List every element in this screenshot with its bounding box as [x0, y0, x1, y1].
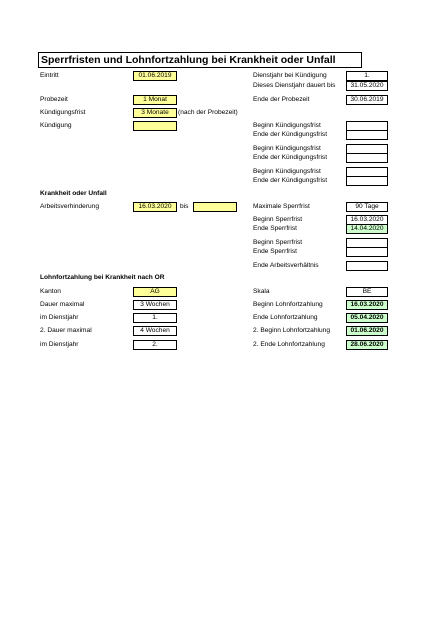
ende-arbeitsverhaeltnis-value	[346, 261, 388, 271]
ende-kuendigungsfrist-label: Ende der Kündigungsfrist	[253, 131, 328, 138]
max-sperrfrist-value: 90 Tage	[346, 202, 388, 212]
dauer-maximal-label: Dauer maximal	[40, 301, 85, 308]
dauer2-maximal-label: 2. Dauer maximal	[40, 327, 92, 334]
probezeit-field[interactable]: 1 Monat	[133, 95, 177, 105]
beginn-sperrfrist-label: Beginn Sperrfrist	[253, 216, 303, 223]
beginn-sperrfrist-label: Beginn Sperrfrist	[253, 239, 303, 246]
kuendigungsfrist-field[interactable]: 3 Monate	[133, 108, 177, 118]
ende-kuendigungsfrist-label: Ende der Kündigungsfrist	[253, 177, 328, 184]
ende-kuendigungsfrist-value	[346, 153, 388, 163]
max-sperrfrist-label: Maximale Sperrfrist	[253, 203, 310, 210]
beginn-kuendigungsfrist-label: Beginn Kündigungsfrist	[253, 122, 321, 129]
ende-probezeit-value: 30.06.2019	[346, 95, 388, 105]
ende-sperrfrist-value	[346, 247, 388, 257]
kuendigung-label: Kündigung	[40, 122, 72, 129]
beginn-kuendigungsfrist-label: Beginn Kündigungsfrist	[253, 145, 321, 152]
krankheit-heading: Krankheit oder Unfall	[40, 190, 107, 197]
kanton-field[interactable]: AG	[133, 287, 177, 297]
beginn-lohnfortzahlung-value: 16.03.2020	[346, 300, 388, 310]
kuendigungsfrist-note: (nach der Probezeit)	[178, 109, 238, 116]
im-dienstjahr2-label: im Dienstjahr	[40, 341, 79, 348]
arbeitsverhinderung-to-field[interactable]	[193, 202, 237, 212]
ende-sperrfrist-label: Ende Sperrfrist	[253, 225, 297, 232]
im-dienstjahr2-value: 2.	[133, 340, 177, 350]
ende-sperrfrist-label: Ende Sperrfrist	[253, 248, 297, 255]
im-dienstjahr-label: im Dienstjahr	[40, 314, 79, 321]
ende-arbeitsverhaeltnis-label: Ende Arbeitsverhältnis	[253, 262, 319, 269]
ende2-lohnfortzahlung-label: 2. Ende Lohnfortzahlung	[253, 341, 325, 348]
dienstjahr-dauert-value: 31.05.2020	[346, 81, 388, 91]
bis-label: bis	[180, 203, 189, 210]
skala-label: Skala	[253, 288, 270, 295]
ende-sperrfrist-value: 14.04.2020	[346, 224, 388, 234]
beginn2-lohnfortzahlung-label: 2. Beginn Lohnfortzahlung	[253, 327, 330, 334]
ende-kuendigungsfrist-label: Ende der Kündigungsfrist	[253, 154, 328, 161]
lohnfortzahlung-heading: Lohnfortzahlung bei Krankheit nach OR	[40, 274, 165, 281]
ende-probezeit-label: Ende der Probezeit	[253, 96, 310, 103]
dauer2-maximal-value: 4 Wochen	[133, 326, 177, 336]
beginn-kuendigungsfrist-label: Beginn Kündigungsfrist	[253, 168, 321, 175]
probezeit-label: Probezeit	[40, 96, 68, 103]
arbeitsverhinderung-from-field[interactable]: 16.03.2020	[133, 202, 177, 212]
im-dienstjahr-value: 1.	[133, 313, 177, 323]
arbeitsverhinderung-label: Arbeitsverhinderung	[40, 203, 100, 210]
ende-kuendigungsfrist-value	[346, 130, 388, 140]
page-title: Sperrfristen und Lohnfortzahlung bei Krankheit oder Unfall	[38, 52, 362, 68]
dienstjahr-dauert-label: Dieses Dienstjahr dauert bis	[253, 82, 336, 89]
ende2-lohnfortzahlung-value: 28.06.2020	[346, 340, 388, 350]
ende-lohnfortzahlung-label: Ende Lohnfortzahlung	[253, 314, 318, 321]
kanton-label: Kanton	[40, 288, 61, 295]
dienstjahr-label: Dienstjahr bei Kündigung	[253, 72, 327, 79]
eintritt-field[interactable]: 01.06.2019	[133, 71, 177, 81]
beginn-sperrfrist-value: 16.03.2020	[346, 215, 388, 225]
kuendigung-field[interactable]	[133, 121, 177, 131]
kuendigungsfrist-label: Kündigungsfrist	[40, 109, 86, 116]
dienstjahr-value: 1.	[346, 71, 388, 81]
beginn-lohnfortzahlung-label: Beginn Lohnfortzahlung	[253, 301, 323, 308]
eintritt-label: Eintritt	[40, 72, 59, 79]
beginn2-lohnfortzahlung-value: 01.06.2020	[346, 326, 388, 336]
ende-lohnfortzahlung-value: 05.04.2020	[346, 313, 388, 323]
ende-kuendigungsfrist-value	[346, 176, 388, 186]
dauer-maximal-value: 3 Wochen	[133, 300, 177, 310]
skala-value: BE	[346, 287, 388, 297]
